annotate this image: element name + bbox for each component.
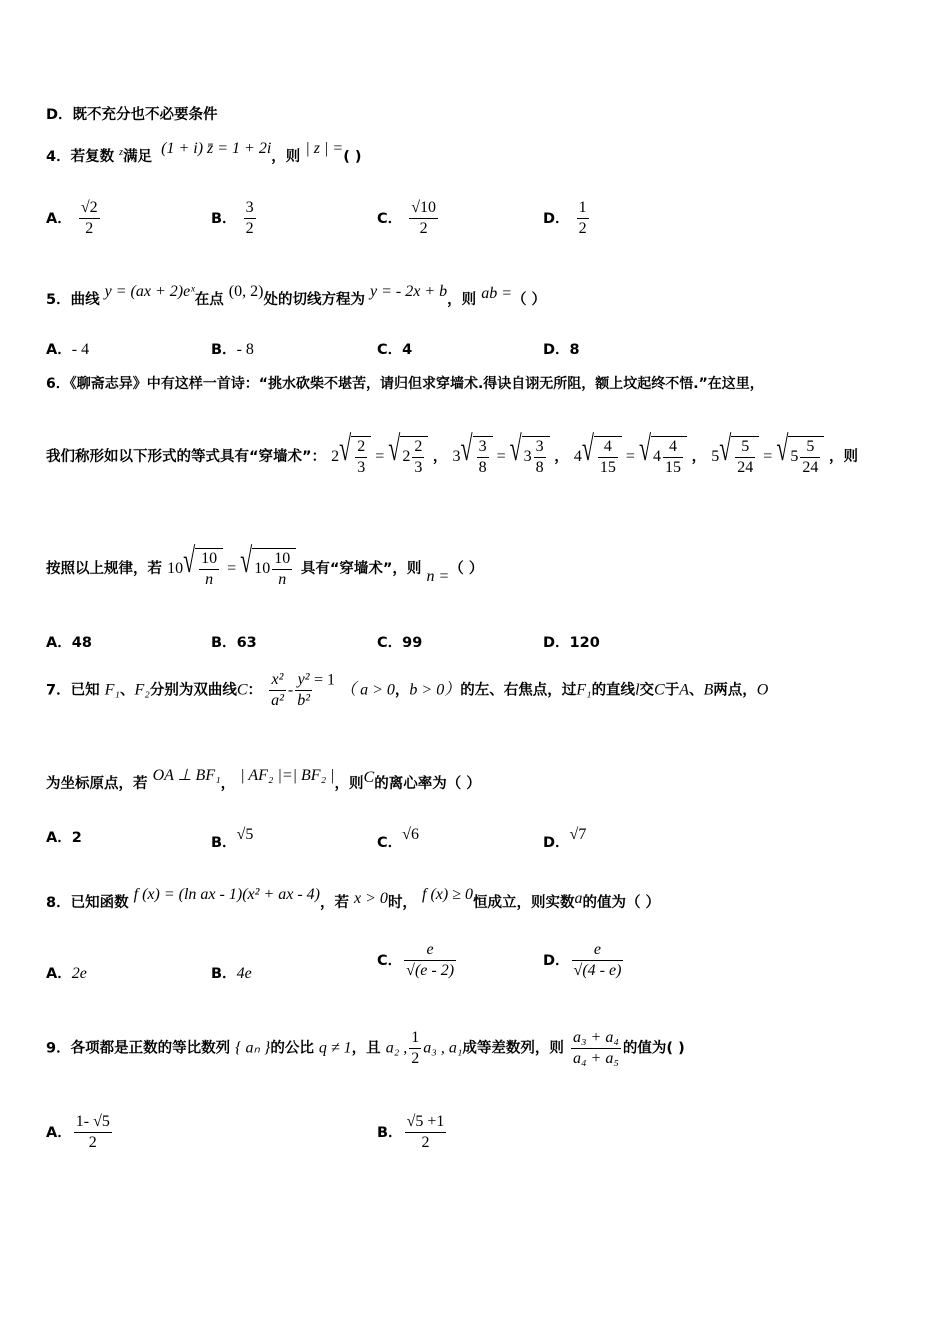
numerator: 3 — [244, 198, 256, 219]
option-label: C． — [377, 342, 403, 358]
option-value: √5 — [236, 826, 254, 843]
fraction — [534, 437, 546, 478]
coef: 5 — [790, 447, 799, 465]
option-label: B． — [211, 835, 237, 851]
option-label: A． — [46, 830, 72, 846]
option-label: D． — [46, 107, 73, 123]
denominator: 2 — [245, 220, 254, 237]
fraction — [74, 1112, 112, 1153]
q5-option-c — [377, 338, 412, 359]
denominator: 2 — [421, 1134, 430, 1151]
denominator: a² — [271, 692, 284, 709]
option-label: A． — [46, 635, 72, 651]
numerator: e — [404, 940, 456, 961]
q9-option-a — [46, 1112, 114, 1153]
denominator: n — [278, 571, 287, 588]
question-number: 8． — [46, 895, 71, 911]
math-point: (0, 2) — [228, 283, 264, 300]
fraction — [663, 437, 683, 478]
answer-paren: （ ） — [449, 561, 484, 577]
condition-b: b > 0） — [409, 681, 461, 699]
radical-sign: √ — [776, 428, 789, 469]
option-label: D． — [543, 953, 570, 969]
radical — [388, 428, 428, 478]
separator: ， — [554, 449, 569, 465]
question-text: 的值为( ) — [622, 1040, 685, 1057]
denominator: a₄ + a₅ — [572, 1050, 619, 1067]
option-label: D． — [543, 635, 570, 651]
answer-paren: ( ) — [343, 149, 362, 165]
question-text: ，则 — [829, 449, 858, 465]
question-text: 、 — [120, 682, 135, 699]
question-number: 6． — [46, 376, 70, 392]
question-number: 5． — [46, 292, 71, 308]
math-abs-z: | z | = — [305, 140, 344, 157]
fraction — [404, 940, 456, 981]
q6-option-c — [377, 631, 422, 652]
denominator: 2 — [85, 220, 94, 237]
math-ratio: q ≠ 1 — [318, 1039, 352, 1057]
option-label: A． — [46, 211, 72, 227]
fraction-x-a — [269, 670, 286, 711]
option-value: 120 — [569, 635, 600, 651]
option-label: B． — [211, 342, 237, 358]
fraction — [355, 437, 367, 478]
fraction — [598, 437, 618, 478]
math-f2: F₂ — [134, 681, 150, 699]
radical-sign: √ — [509, 428, 522, 469]
option-value: √7 — [569, 826, 587, 843]
denominator: b² — [297, 692, 310, 709]
denominator: √(e - 2) — [406, 962, 455, 979]
question-number: 9． — [46, 1040, 71, 1057]
denominator: 15 — [665, 459, 682, 476]
question-6-line-3 — [46, 540, 484, 590]
question-7-line-1 — [46, 670, 768, 711]
example-2: 3√ $\frac{3}{8}$ = √ 3 $\frac{3}{8}$ — [452, 449, 554, 465]
radical-body — [788, 436, 824, 478]
radical-sign: √ — [719, 428, 732, 469]
question-text: 《聊斋志异》中有这样一首诗：“挑水砍柴不堪苦，请归但求穿墙术.得诀自诩无所阻，额上坟起终不悟.”在这里， — [69, 376, 764, 392]
option-label: D． — [543, 835, 570, 851]
option-value: 99 — [402, 635, 423, 651]
coef: 10 — [167, 560, 184, 577]
question-4 — [46, 140, 362, 166]
radical-sign: √ — [638, 428, 652, 469]
math-c: C — [363, 769, 375, 786]
numerator: y² — [295, 670, 312, 691]
denominator: 3 — [357, 459, 366, 476]
question-text: 、 — [688, 682, 704, 699]
separator: ， — [432, 449, 448, 465]
denominator: 8 — [478, 459, 487, 476]
coef: 3 — [452, 448, 461, 465]
option-value: 4e — [236, 965, 252, 982]
denominator: n — [205, 571, 214, 588]
q6-option-a — [46, 631, 92, 652]
radical-sign: √ — [339, 428, 352, 469]
radical-body — [400, 436, 428, 478]
coef: 10 — [254, 559, 271, 577]
radical — [581, 428, 622, 478]
question-text: 恒成立，则实数 — [472, 895, 575, 911]
radical — [339, 428, 371, 478]
example-3: 4√ $\frac{4}{15}$ = √ 4 $\frac{4}{15}$ — [574, 449, 692, 465]
question-8 — [46, 886, 660, 912]
option-label: B． — [211, 635, 237, 651]
option-label: C． — [377, 211, 403, 227]
coef: 4 — [573, 448, 582, 465]
radical — [719, 428, 759, 478]
q4-option-c — [377, 198, 440, 239]
minus-sign: - — [287, 681, 294, 699]
radical — [509, 428, 550, 478]
radical-body — [351, 436, 371, 478]
radical-body — [473, 436, 493, 478]
radical-body — [651, 436, 687, 478]
fraction — [800, 437, 820, 478]
math-a: a — [574, 890, 583, 907]
denominator: 2 — [411, 1050, 420, 1067]
option-value: 8 — [569, 342, 580, 358]
q7-option-b — [211, 826, 253, 852]
math-curve: y = (ax + 2)eˣ — [104, 283, 195, 300]
option-label: B． — [211, 211, 237, 227]
numerator: e — [572, 940, 624, 961]
fraction — [199, 549, 219, 590]
numerator: 2 — [355, 437, 367, 458]
question-text: 于 — [664, 682, 680, 699]
q7-option-c — [377, 826, 419, 852]
math-b: B — [703, 681, 714, 699]
option-label: D． — [543, 342, 570, 358]
q7-option-a — [46, 826, 82, 847]
question-text: 交 — [639, 682, 655, 699]
radical — [460, 428, 492, 478]
fraction-ratio — [571, 1028, 621, 1069]
math-z: z — [119, 147, 124, 158]
radical-body — [195, 548, 223, 590]
radical-sign: √ — [460, 428, 473, 469]
q8-option-d — [543, 940, 625, 981]
denominator: 15 — [599, 459, 616, 476]
option-value: 48 — [71, 635, 92, 651]
fraction — [272, 549, 292, 590]
denominator: 24 — [802, 459, 819, 476]
question-text: 成等差数列，则 — [462, 1040, 564, 1057]
condition-a: （ a > 0 — [340, 681, 395, 699]
question-number: 4． — [46, 149, 71, 165]
option-label: C． — [377, 835, 403, 851]
q5-option-a — [46, 338, 89, 359]
question-text: 处的切线方程为 — [263, 292, 365, 308]
question-text: 的左、右焦点，过 — [460, 682, 577, 699]
question-text: 时， — [387, 895, 417, 911]
question-text: 在点 — [194, 292, 224, 308]
separator: ， — [691, 449, 707, 465]
option-label: A． — [46, 966, 72, 982]
fraction — [577, 198, 589, 239]
denominator: √(4 - e) — [573, 962, 622, 979]
option-label: A． — [46, 342, 72, 358]
question-text: 曲线 — [70, 292, 100, 308]
q8-option-a — [46, 962, 87, 983]
radical — [183, 540, 223, 590]
q4-option-d — [543, 198, 591, 239]
option-label: B． — [211, 966, 237, 982]
option-value: - 4 — [71, 341, 90, 358]
rule-equation: 10√ $\frac{10}{n}$ = √ 10 $\frac{10}{n}$ — [167, 561, 301, 577]
denominator: 3 — [414, 459, 423, 476]
equals-one: = 1 — [314, 671, 336, 689]
numerator: 2 — [412, 437, 424, 458]
fraction — [735, 437, 755, 478]
example-4: 5√ $\frac{5}{24}$ = √ 5 $\frac{5}{24}$ — [711, 449, 829, 465]
math-n: n = — [426, 568, 450, 585]
option-text: 既不充分也不必要条件 — [72, 107, 218, 123]
fraction — [409, 198, 438, 239]
question-text: 已知 — [70, 682, 100, 699]
question-7-line-2 — [46, 765, 481, 793]
question-text: ，则 — [271, 149, 301, 165]
question-text: ，且 — [351, 1040, 381, 1057]
radical-body — [252, 548, 296, 590]
separator: ， — [220, 776, 236, 792]
fraction — [79, 198, 100, 239]
math-perpendicular: OA ⊥ BF₁ — [152, 767, 221, 784]
radical-sign: √ — [581, 428, 594, 469]
denominator: 8 — [535, 459, 544, 476]
option-value: 63 — [236, 635, 257, 651]
example-1: 2√ $\frac{2}{3}$ = √ 2 $\frac{2}{3}$ — [331, 449, 433, 465]
radical-body — [522, 436, 550, 478]
question-text: 的公比 — [270, 1040, 314, 1057]
denominator: 2 — [88, 1134, 97, 1151]
q5-option-d — [543, 338, 580, 359]
answer-paren: （ ） — [512, 292, 547, 308]
question-text: 具有“穿墙术”，则 — [300, 561, 422, 577]
coef: 4 — [653, 447, 662, 465]
math-sequence: { aₙ } — [235, 1039, 271, 1057]
denominator: 24 — [737, 459, 754, 476]
numerator: √10 — [409, 198, 438, 219]
q4-option-a — [46, 198, 102, 239]
question-text: 两点， — [713, 682, 757, 699]
question-6-line-1 — [46, 373, 764, 393]
option-label: A． — [46, 1125, 72, 1141]
question-text: 若复数 — [70, 149, 115, 165]
fraction — [572, 940, 624, 981]
math-condition: x > 0 — [354, 890, 388, 907]
q6-option-b — [211, 631, 257, 652]
question-5 — [46, 283, 546, 309]
option-value: 2 — [71, 830, 82, 846]
numerator: x² — [269, 670, 286, 691]
numerator: 10 — [272, 549, 292, 570]
math-l: l — [635, 681, 640, 699]
radical-sign: √ — [388, 428, 401, 469]
q6-option-d — [543, 631, 600, 652]
numerator: 3 — [534, 437, 546, 458]
math-f1: F₁ — [104, 681, 120, 699]
fraction-half — [409, 1028, 421, 1069]
question-text: 的离心率为（ ） — [374, 776, 481, 792]
math-o: O — [756, 681, 769, 699]
math-function: f (x) = (ln ax - 1)(x² + ax - 4) — [133, 886, 320, 903]
numerator: 3 — [477, 437, 489, 458]
question-9 — [46, 1028, 685, 1069]
coef: 5 — [711, 448, 720, 465]
q4-option-b — [211, 198, 258, 239]
coef: 2 — [331, 448, 340, 465]
question-number: 7． — [46, 682, 71, 699]
numerator: 10 — [199, 549, 219, 570]
option-label: C． — [377, 953, 403, 969]
numerator: 1 — [409, 1028, 421, 1049]
math-f1: F₁ — [576, 681, 592, 699]
numerator: 1- √5 — [74, 1112, 112, 1133]
option-value: - 8 — [236, 341, 254, 358]
question-text: ，则 — [334, 776, 364, 792]
math-a: A — [679, 681, 689, 699]
question-text: 已知函数 — [70, 895, 129, 911]
numerator: 4 — [663, 437, 683, 458]
numerator: 5 — [735, 437, 755, 458]
option-value: √6 — [402, 826, 419, 843]
numerator: 5 — [800, 437, 820, 458]
option-label: C． — [377, 635, 403, 651]
option-label: B． — [377, 1125, 403, 1141]
question-text: 分别为双曲线 — [149, 682, 237, 699]
fraction — [405, 1112, 447, 1153]
fraction — [477, 437, 489, 478]
q3-option-d — [46, 103, 218, 124]
numerator: a₃ + a₄ — [571, 1028, 621, 1049]
numerator: √5 +1 — [405, 1112, 447, 1133]
fraction-y-b — [295, 670, 312, 711]
question-text: 满足 — [123, 149, 153, 165]
denominator: 2 — [578, 220, 587, 237]
option-value: 2e — [71, 965, 87, 982]
math-ab: ab = — [481, 285, 512, 302]
radical-body — [594, 436, 622, 478]
radical — [638, 428, 687, 478]
radical-body — [731, 436, 759, 478]
math-equation: (1 + i) z̄ = 1 + 2i — [161, 140, 272, 157]
separator: ， — [394, 682, 410, 699]
question-text: ，若 — [319, 895, 349, 911]
math-c: C — [236, 681, 248, 699]
q7-option-d — [543, 826, 586, 852]
question-text: 我们称形如以下形式的等式具有“穿墙术”： — [46, 449, 327, 465]
numerator: 4 — [598, 437, 618, 458]
question-text: 按照以上规律，若 — [46, 561, 162, 577]
q5-option-b — [211, 338, 254, 359]
fraction — [244, 198, 256, 239]
math-equal-lengths: | AF₂ |=| BF₂ | — [240, 767, 335, 784]
option-value: 4 — [402, 342, 413, 358]
denominator: 2 — [419, 220, 428, 237]
radical-sign: √ — [240, 540, 253, 581]
numerator: √2 — [79, 198, 100, 219]
question-text: ，则 — [447, 292, 477, 308]
radical — [240, 540, 296, 590]
question-text: 各项都是正数的等比数列 — [70, 1040, 231, 1057]
math-terms: a₃ , a₁ — [423, 1039, 463, 1057]
math-inequality: f (x) ≥ 0 — [422, 886, 473, 903]
q8-option-c — [377, 940, 458, 981]
option-label: D． — [543, 211, 570, 227]
q8-option-b — [211, 962, 252, 983]
math-tangent: y = - 2x + b — [370, 283, 448, 300]
math-terms: a₂ , — [385, 1039, 408, 1057]
coef: 2 — [402, 447, 411, 465]
radical — [776, 428, 824, 478]
radical-sign: √ — [183, 540, 196, 581]
question-text: ： — [247, 682, 263, 699]
q9-option-b — [377, 1112, 448, 1153]
question-6-line-2 — [46, 428, 858, 478]
question-text: 的值为（ ） — [582, 895, 661, 911]
coef: 3 — [523, 447, 532, 465]
question-text: 的直线 — [591, 682, 636, 699]
numerator: 1 — [577, 198, 589, 219]
question-text: 为坐标原点，若 — [46, 776, 148, 792]
fraction — [412, 437, 424, 478]
math-c: C — [654, 681, 665, 699]
